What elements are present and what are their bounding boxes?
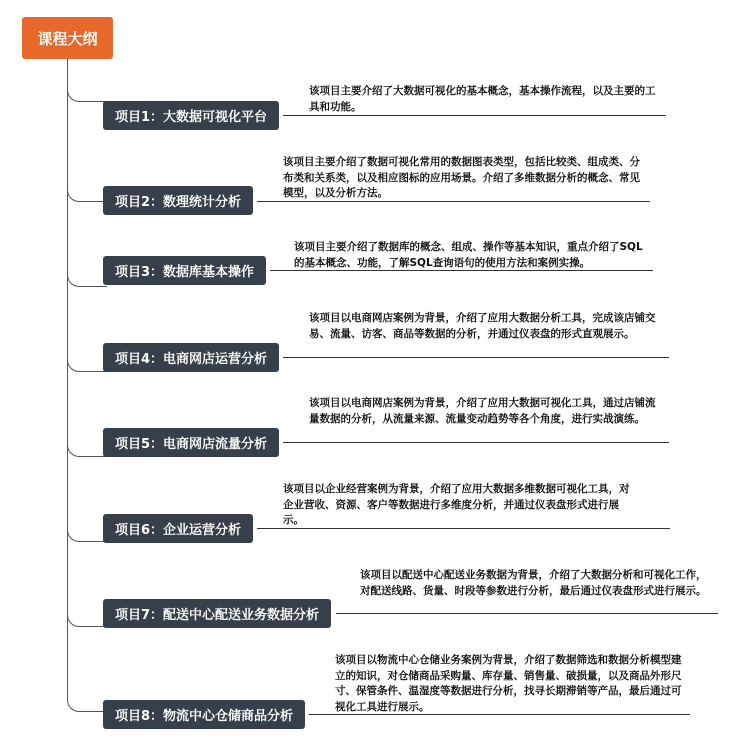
- project-description-8: 该项目以物流中心仓储业务案例为背景，介绍了数据筛选和数据分析模型建立的知识，对仓储商品采购量、库存量、销售量、破损量，以及商品外形尺寸、保管条件、温湿度等数据进行分析，找寻长期滞销等产品，最后通过可视化工具进行展示。: [335, 654, 682, 713]
- description-underline-7: [336, 613, 718, 614]
- description-underline-2: [257, 201, 650, 202]
- project-node-2[interactable]: 项目2：数理统计分析: [103, 186, 253, 215]
- project-node-1[interactable]: 项目1：大数据可视化平台: [103, 101, 279, 130]
- connector-branch-6: [67, 520, 107, 542]
- description-underline-8: [309, 714, 690, 715]
- project-description-3: 该项目主要介绍了数据库的概念、组成、操作等基本知识，重点介绍了SQL的基本概念、功能，了解SQL查询语句的使用方法和案例实操。: [294, 241, 643, 269]
- connector-branch-7: [67, 605, 107, 627]
- project-description-1: 该项目主要介绍了大数据可视化的基本概念，基本操作流程，以及主要的工具和功能。: [309, 85, 656, 113]
- connector-branch-5: [67, 435, 107, 457]
- project-node-6[interactable]: 项目6：企业运营分析: [103, 514, 253, 543]
- project-description-5: 该项目以电商网店案例为背景，介绍了应用大数据可视化工具，通过店铺流量数据的分析，从流量来源、流量变动趋势等各个角度，进行实战演练。: [309, 397, 656, 425]
- project-node-7[interactable]: 项目7：配送中心配送业务数据分析: [103, 599, 331, 628]
- connector-branch-3: [67, 265, 107, 287]
- connector-branch-8: [67, 690, 107, 712]
- project-description-6: 该项目以企业经营案例为背景，介绍了应用大数据多维数据可视化工具，对企业营收、资源、客户等数据进行多维度分析，并通过仪表盘形式进行展示。: [283, 483, 630, 526]
- description-underline-3: [270, 270, 653, 271]
- project-description-2: 该项目主要介绍了数据可视化常用的数据图表类型，包括比较类、组成类、分布类和关系类，以及相应图标的应用场景。介绍了多维数据分析的概念、常见模型，以及分析方法。: [283, 156, 640, 199]
- description-underline-6: [257, 528, 670, 529]
- project-node-5[interactable]: 项目5：电商网店流量分析: [103, 428, 279, 457]
- project-node-3[interactable]: 项目3：数据库基本操作: [103, 256, 266, 285]
- description-underline-5: [283, 442, 669, 443]
- connector-branch-4: [67, 350, 107, 372]
- project-description-4: 该项目以电商网店案例为背景，介绍了应用大数据分析工具，完成该店铺交易、流量、访客、商品等数据的分析，并通过仪表盘的形式直观展示。: [309, 312, 656, 340]
- project-node-8[interactable]: 项目8：物流中心仓储商品分析: [103, 700, 305, 729]
- description-underline-4: [283, 357, 669, 358]
- root-node-course-outline[interactable]: 课程大纲: [22, 17, 113, 59]
- connector-branch-1: [67, 80, 107, 102]
- project-description-7: 该项目以配送中心配送业务数据为背景，介绍了大数据分析和可视化工作，对配送线路、货量、时段等参数进行分析，最后通过仪表盘形式进行展示。: [360, 569, 707, 597]
- project-node-4[interactable]: 项目4：电商网店运营分析: [103, 343, 279, 372]
- connector-branch-2: [67, 180, 107, 202]
- description-underline-1: [283, 115, 666, 116]
